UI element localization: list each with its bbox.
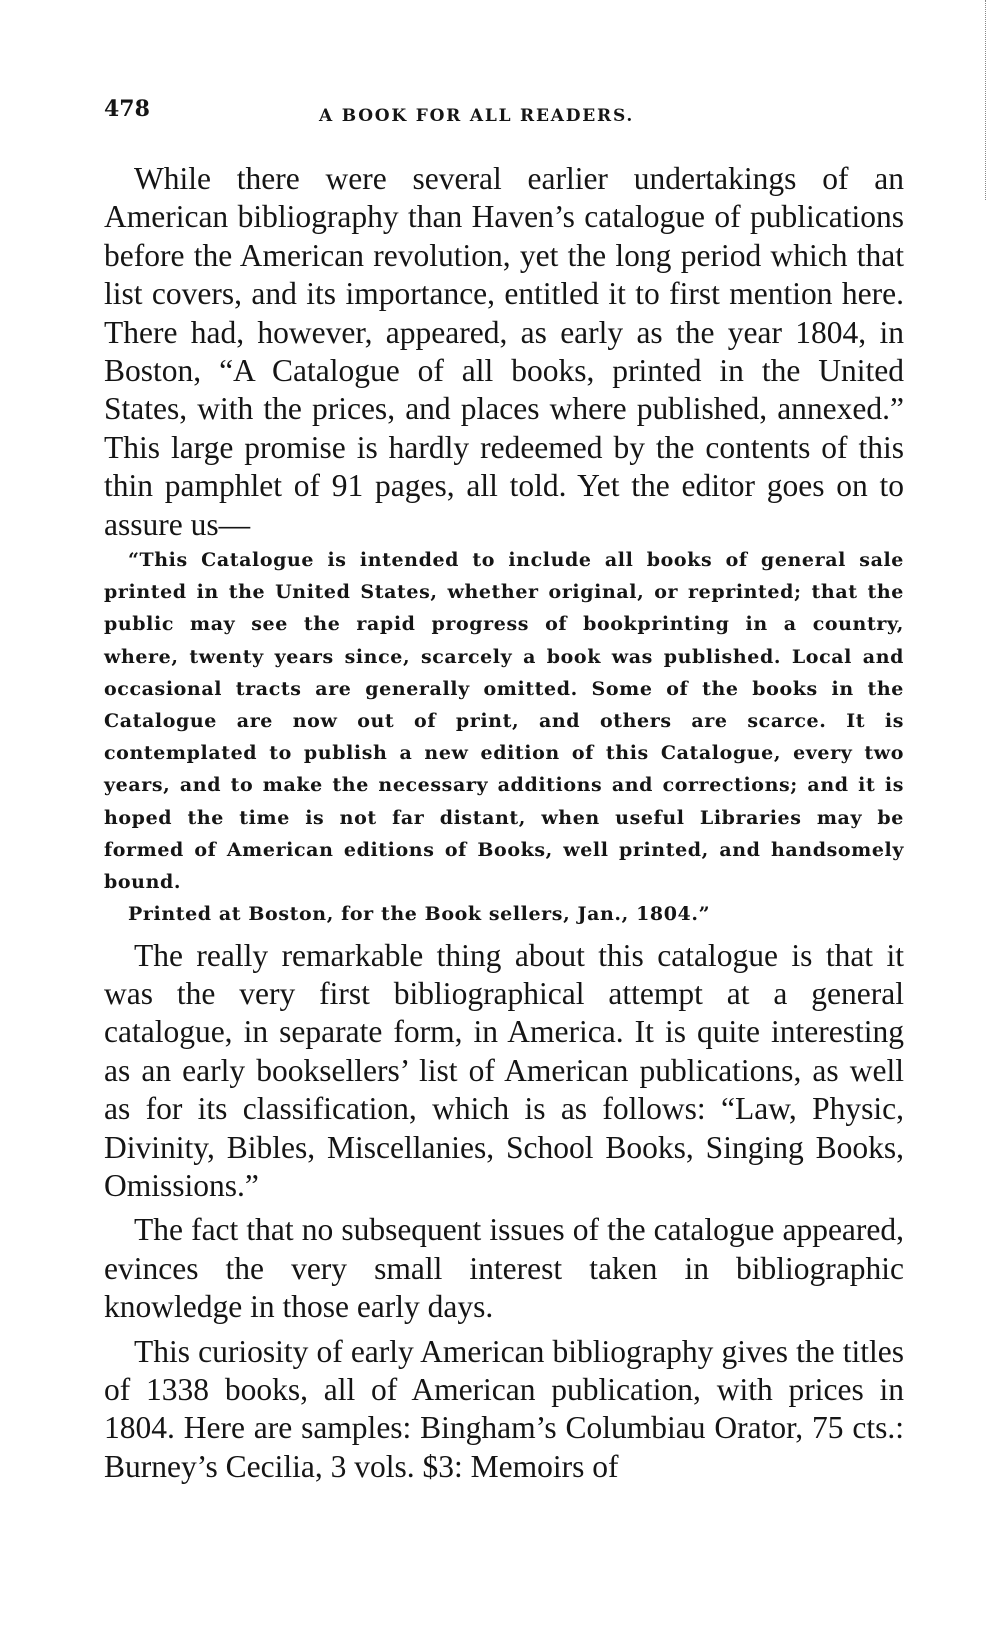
paragraph-curiosity: This curiosity of early American bibliography gives the titles of 1338 books, all of American publication, with prices in 1804. Here are samples: Bingham’s Columbiau Orator, 75 cts.: Burney’s Cecilia, 3 vols. $3: Memoirs of	[104, 1333, 904, 1484]
paragraph-intro: While there were several earlier undertakings of an American bibliography than Haven’s catalogue of publications before the American revolution, yet the long period which that list covers, and its importance, entitled it to first mention here. There had, however, appeared, as early as the year 1804, in Boston, “A Catalogue of all books, printed in the United States, with the prices, and places where published, annexed.” This large promise is hardly redeemed by the contents of this thin pamphlet of 91 pages, all told. Yet the editor goes on to assure us—	[104, 161, 904, 542]
quote-imprint: Printed at Boston, for the Book sellers, Jan., 1804.”	[128, 903, 711, 926]
paragraph-subsequent-issues: The fact that no subsequent issues of the catalogue appeared, evinces the very small interest taken in bibliographic knowledge in those early days.	[104, 1212, 904, 1325]
block-quote: “This Catalogue is intended to include all books of general sale printed in the United States, whether original, or reprinted; that the public may see the rapid progress of bookprinting in a country, where, twenty years since, scarcely a book was published. Local and occasional tracts are generally omitted. Some of the books in the Catalogue are now out of print, and others are scarce. It is contemplated to publish a new edition of this Catalogue, every two years, and to make the necessary additions and corrections; and it is hoped the time is not far distant, when useful Libraries may be formed of American editions of Books, well printed, and handsomely bound.	[104, 549, 904, 894]
page-number: 478	[104, 96, 150, 122]
page-edge-mark	[985, 0, 992, 200]
paragraph-remarkable: The really remarkable thing about this catalogue is that it was the very first bibliographical attempt at a general catalogue, in separate form, in America. It is quite interesting as an early booksellers’ list of American publications, as well as for its classification, which is as follows: “Law, Physic, Divinity, Bibles, Miscellanies, School Books, Singing Books, Omissions.”	[104, 937, 904, 1203]
book-page	[104, 96, 904, 1486]
running-title: A BOOK FOR ALL READERS.	[319, 106, 635, 126]
running-head	[104, 96, 904, 136]
